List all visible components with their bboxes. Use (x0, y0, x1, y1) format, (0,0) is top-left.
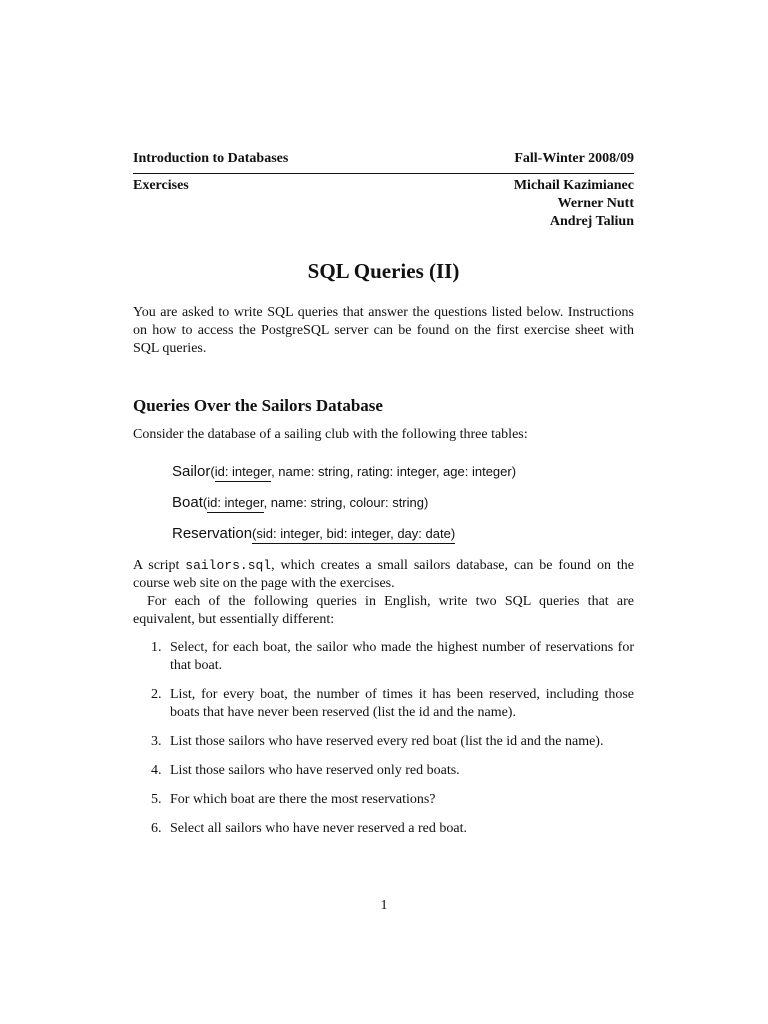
header-top-row (133, 150, 634, 168)
document-page (133, 150, 634, 849)
section-heading: Queries Over the Sailors Database (133, 396, 383, 415)
table-name: Boat (172, 494, 203, 511)
header-bottom-row (133, 177, 634, 231)
list-item: 4. List those sailors who have reserved only red boats. (151, 763, 460, 778)
schema-sailor: Sailor(id: integer, name: string, rating: integer, age: integer) (172, 463, 517, 480)
author: Andrej Taliun (549, 214, 634, 229)
schema-list (172, 462, 634, 555)
primary-key: id: integer (207, 495, 263, 513)
attributes: , name: string, colour: string) (263, 495, 429, 510)
attributes: , name: string, rating: integer, age: integer) (271, 464, 517, 479)
table-name: Sailor (172, 463, 211, 480)
page-title: SQL Queries (II) (307, 259, 460, 283)
intro-paragraph: You are asked to write SQL queries that answer the questions listed below. Instructions on how to access the PostgreSQL server can be found on the first exercise sheet with SQL queries. (133, 305, 634, 356)
list-item: 2. List, for every boat, the number of times it has been reserved, including those boats that have never been reserved (list the id and the name). (151, 687, 634, 720)
list-item: 3. List those sailors who have reserved every red boat (list the id and the name). (151, 734, 604, 749)
instruction-paragraph: For each of the following queries in English, write two SQL queries that are equivalent, but essentially different: (133, 594, 634, 627)
table-name: Reservation (172, 525, 253, 542)
header-rule (133, 173, 634, 174)
term: Fall-Winter 2008/09 (514, 151, 634, 166)
schema-boat: Boat(id: integer, name: string, colour: string) (172, 494, 429, 511)
list-item: 5. For which boat are there the most reservations? (151, 792, 436, 807)
authors (514, 177, 634, 231)
db-intro: Consider the database of a sailing club with the following three tables: (133, 427, 528, 442)
script-paragraph: A script sailors.sql, which creates a small sailors database, can be found on the course web site on the page with the exercises. (133, 558, 634, 591)
primary-key: id: integer (215, 464, 271, 482)
course-title: Introduction to Databases (133, 151, 289, 166)
page-number: 1 (380, 898, 388, 913)
primary-key: sid: integer, bid: integer, day: date (256, 526, 451, 541)
list-item: 1. Select, for each boat, the sailor who made the highest number of reservations for that boat. (151, 640, 634, 673)
query-list (133, 639, 634, 838)
author: Michail Kazimianec (513, 178, 634, 193)
section-label: Exercises (133, 178, 189, 193)
list-item: 6. Select all sailors who have never reserved a red boat. (151, 821, 467, 836)
author: Werner Nutt (557, 196, 634, 211)
script-filename: sailors.sql (185, 558, 272, 573)
schema-reservation: Reservation(sid: integer, bid: integer, day: date) (172, 525, 456, 542)
